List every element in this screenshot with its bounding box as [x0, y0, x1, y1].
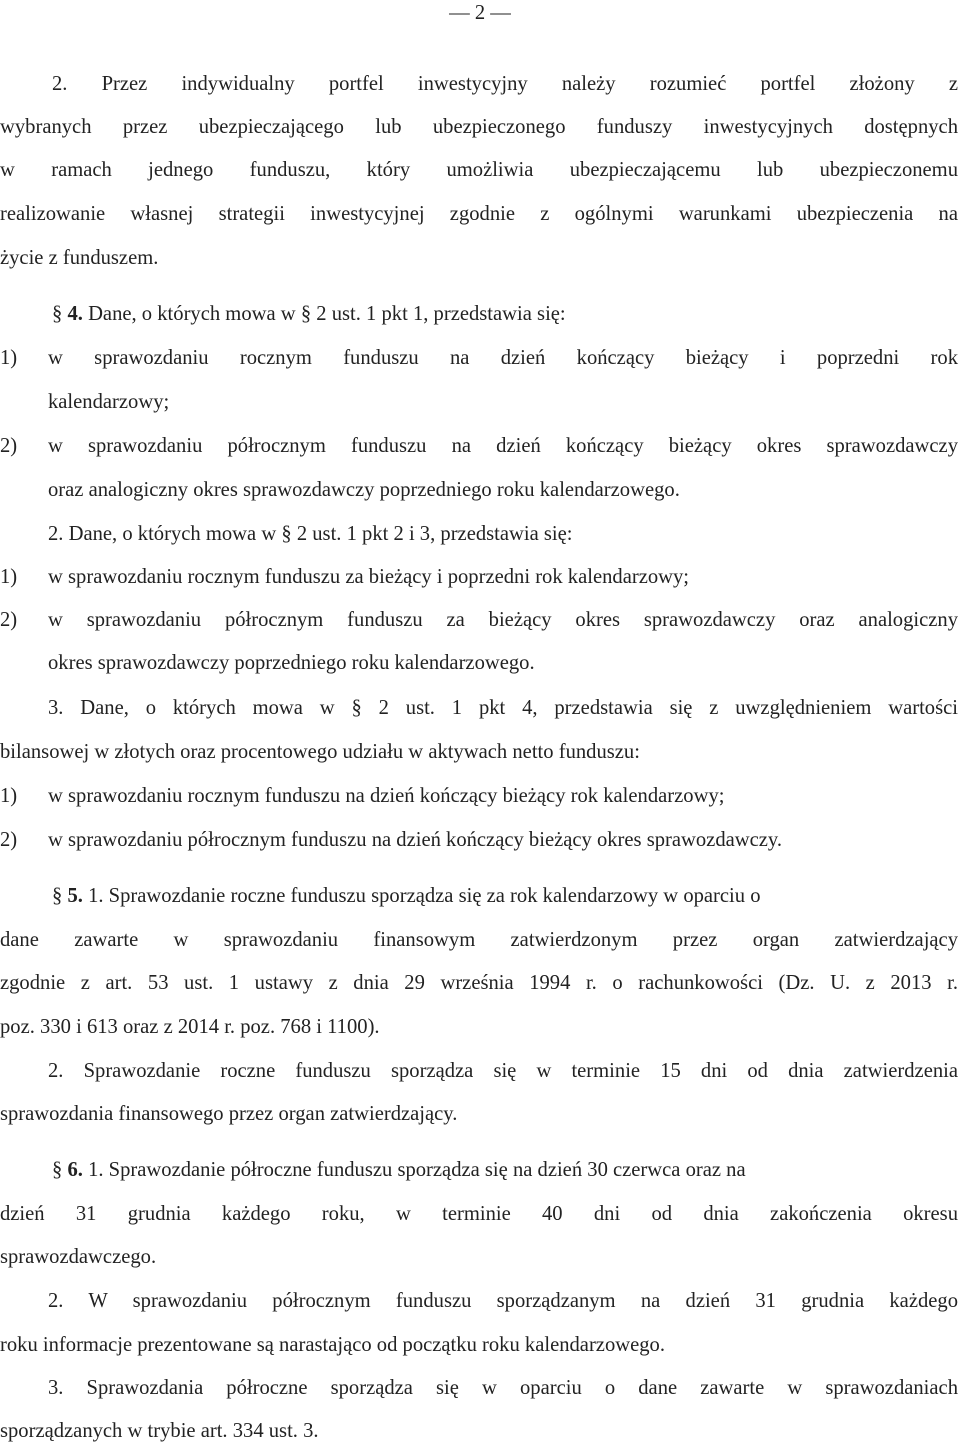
- section-sign: §: [281, 523, 292, 545]
- section-6-heading: [52, 1156, 958, 1184]
- list-item-text: w sprawozdaniu półrocznym funduszu na dzień kończący bieżący okres sprawozdawczy.: [48, 829, 783, 851]
- section-number: 4.: [67, 303, 83, 325]
- paragraph-line: bilansowej w złotych oraz procentowego udziału w aktywach netto funduszu:: [0, 741, 640, 763]
- paragraph-line: 2. Przez indywidualny portfel inwestycyjny należy rozumieć portfel złożony z: [52, 73, 958, 95]
- paragraph-line: realizowanie własnej strategii inwestycyjnej zgodnie z ogólnymi warunkami ubezpieczenia na: [0, 203, 958, 225]
- paragraph-line: sporządzanych w trybie art. 334 ust. 3.: [0, 1420, 319, 1442]
- list-item-continuation: oraz analogiczny okres sprawozdawczy poprzedniego roku kalendarzowego.: [48, 479, 680, 501]
- paragraph-line: sprawozdawczego.: [0, 1246, 157, 1268]
- list-item: [0, 826, 960, 854]
- page-number: — 2 —: [449, 2, 511, 24]
- section-number: 5.: [67, 885, 83, 907]
- list-item-number: 2): [0, 829, 18, 851]
- section-text: Dane, o których mowa w: [88, 303, 296, 325]
- section-text: 2 ust. 1 pkt 1, przedstawia się:: [316, 303, 566, 325]
- list-item-number: 2): [0, 609, 18, 631]
- section-text: 1. Sprawozdanie półroczne funduszu sporządza się na dzień 30 czerwca oraz na: [88, 1159, 746, 1181]
- list-item: [0, 432, 960, 460]
- list-item: [0, 563, 960, 591]
- list-item-number: 2): [0, 435, 18, 457]
- paragraph-line: w ramach jednego funduszu, który umożliwia ubezpieczającemu lub ubezpieczonemu: [0, 159, 958, 181]
- list-item: [0, 782, 960, 810]
- section-sign: §: [300, 303, 312, 325]
- section-sign: §: [52, 303, 63, 325]
- list-item-number: 1): [0, 785, 18, 807]
- section-text: 1. Sprawozdanie roczne funduszu sporządza się za rok kalendarzowy w oparciu o: [88, 885, 761, 907]
- paragraph-line: życie z funduszem.: [0, 247, 159, 269]
- paragraph-line: roku informacje prezentowane są narastająco od początku roku kalendarzowego.: [0, 1334, 665, 1356]
- paragraph-line: 2. W sprawozdaniu półrocznym funduszu sporządzanym na dzień 31 grudnia każdego: [48, 1290, 958, 1312]
- section-sign: §: [52, 1159, 63, 1181]
- paragraph-text: 2. Dane, o których mowa w: [48, 523, 277, 545]
- paragraph-text: 2 ust. 1 pkt 2 i 3, przedstawia się:: [296, 523, 573, 545]
- paragraph-line: 2. Sprawozdanie roczne funduszu sporządza się w terminie 15 dni od dnia zatwierdzenia: [48, 1060, 958, 1082]
- list-item-text: w sprawozdaniu rocznym funduszu na dzień kończący bieżący i poprzedni rok: [48, 347, 958, 369]
- list-item: [0, 344, 960, 372]
- list-item-number: 1): [0, 566, 18, 588]
- paragraph-line: dane zawarte w sprawozdaniu finansowym zatwierdzonym przez organ zatwierdzający: [0, 929, 958, 951]
- paragraph-text: 2 ust. 1 pkt 4, przedstawia się z uwzględnieniem wartości: [378, 697, 958, 719]
- paragraph-line: wybranych przez ubezpieczającego lub ubezpieczonego funduszy inwestycyjnych dostępnych: [0, 116, 958, 138]
- list-item-text: w sprawozdaniu półrocznym funduszu na dzień kończący bieżący okres sprawozdawczy: [48, 435, 958, 457]
- list-item-text: w sprawozdaniu rocznym funduszu za bieżący i poprzedni rok kalendarzowy;: [48, 566, 690, 588]
- paragraph-line: [48, 694, 958, 722]
- list-item-continuation: okres sprawozdawczy poprzedniego roku kalendarzowego.: [48, 652, 535, 674]
- section-4-heading: [52, 300, 952, 328]
- list-item: [0, 606, 960, 634]
- section-5-heading: [52, 882, 958, 910]
- list-item-text: w sprawozdaniu półrocznym funduszu za bieżący okres sprawozdawczy oraz analogiczny: [48, 609, 958, 631]
- section-number: 6.: [67, 1159, 83, 1181]
- paragraph-line: zgodnie z art. 53 ust. 1 ustawy z dnia 29 września 1994 r. o rachunkowości (Dz. U. z 2013 r.: [0, 972, 958, 994]
- list-item-continuation: kalendarzowy;: [48, 391, 170, 413]
- section-sign: §: [351, 697, 362, 719]
- list-item-text: w sprawozdaniu rocznym funduszu na dzień kończący bieżący rok kalendarzowy;: [48, 785, 725, 807]
- paragraph-line: poz. 330 i 613 oraz z 2014 r. poz. 768 i 1100).: [0, 1016, 380, 1038]
- list-item-number: 1): [0, 347, 18, 369]
- section-sign: §: [52, 885, 63, 907]
- paragraph-text: 3. Dane, o których mowa w: [48, 697, 335, 719]
- paragraph-line: 3. Sprawozdania półroczne sporządza się w oparciu o dane zawarte w sprawozdaniach: [48, 1377, 958, 1399]
- paragraph-line: sprawozdania finansowego przez organ zatwierdzający.: [0, 1103, 458, 1125]
- paragraph-line: [48, 520, 948, 548]
- paragraph-line: dzień 31 grudnia każdego roku, w terminie 40 dni od dnia zakończenia okresu: [0, 1203, 958, 1225]
